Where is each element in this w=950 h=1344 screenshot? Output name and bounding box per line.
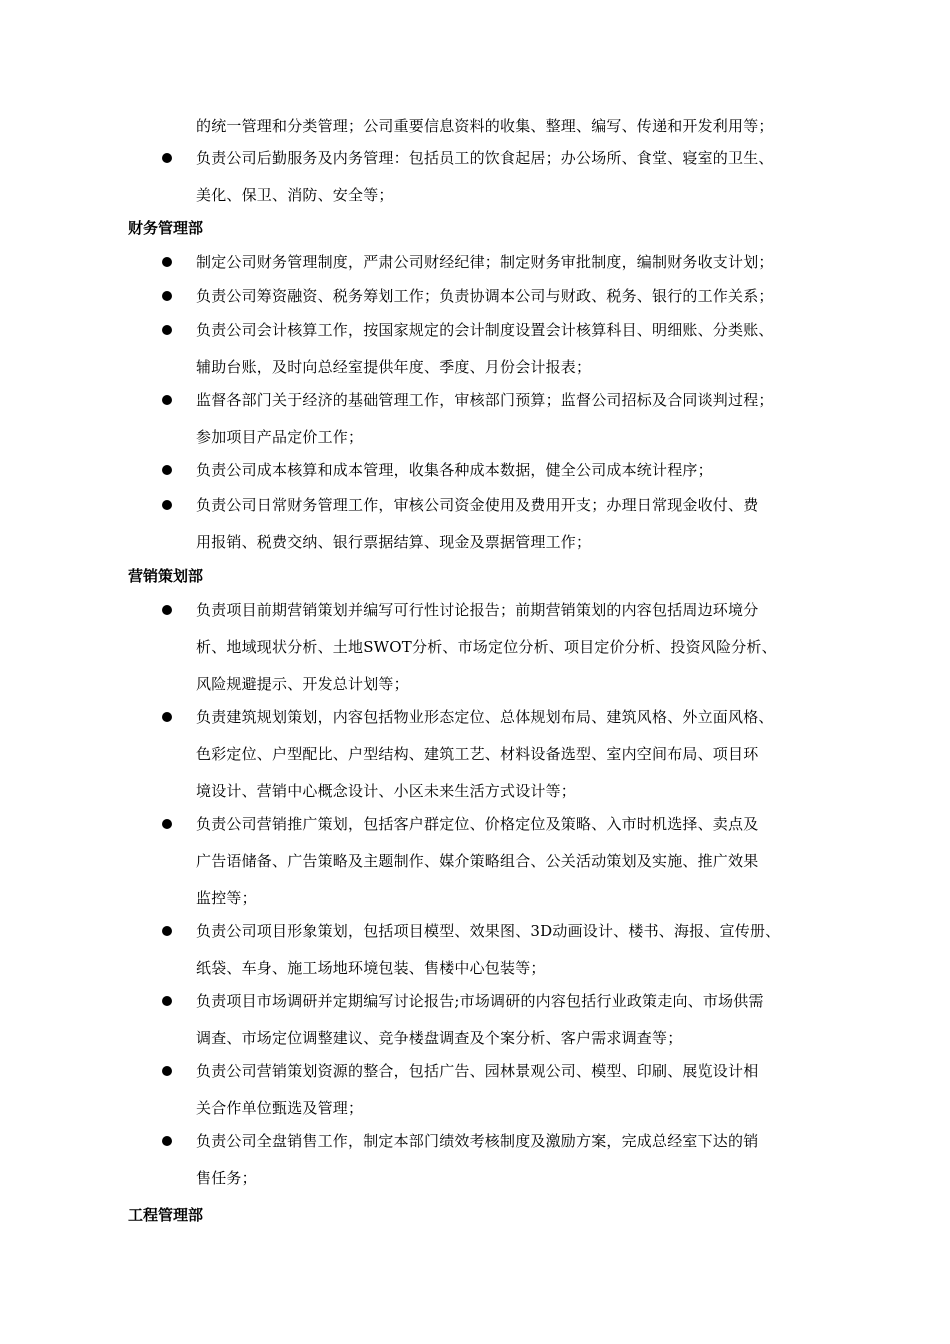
list-item-line: 负责公司筹资融资、税务筹划工作；负责协调本公司与财政、税务、银行的工作关系； [196, 287, 774, 305]
list-item-line: 负责公司后勤服务及内务管理：包括员工的饮食起居；办公场所、食堂、寝室的卫生、 [196, 149, 774, 167]
list-item-line: 析、地域现状分析、土地SWOT分析、市场定位分析、项目定价分析、投资风险分析、 [196, 638, 777, 656]
list-item-line: 售任务； [196, 1169, 257, 1187]
continuation-line: 的统一管理和分类管理；公司重要信息资料的收集、整理、编写、传递和开发利用等； [196, 117, 774, 135]
list-item-line: 负责项目市场调研并定期编写讨论报告;市场调研的内容包括行业政策走向、市场供需 [196, 992, 764, 1010]
list-item-line: 风险规避提示、开发总计划等； [196, 675, 409, 693]
list-item-line: 负责公司营销推广策划，包括客户群定位、价格定位及策略、入市时机选择、卖点及 [196, 815, 759, 833]
list-item-line: 用报销、税费交纳、银行票据结算、现金及票据管理工作； [196, 533, 592, 551]
bullet-icon [162, 465, 172, 475]
bullet-icon [162, 1066, 172, 1076]
bullet-icon [162, 395, 172, 405]
bullet-icon [162, 1136, 172, 1146]
bullet-icon [162, 996, 172, 1006]
list-item-line: 监督各部门关于经济的基础管理工作，审核部门预算；监督公司招标及合同谈判过程； [196, 391, 774, 409]
list-item-line: 美化、保卫、消防、安全等； [196, 186, 394, 204]
list-item-line: 辅助台账，及时向总经室提供年度、季度、月份会计报表； [196, 358, 592, 376]
bullet-icon [162, 605, 172, 615]
list-item-line: 境设计、营销中心概念设计、小区未来生活方式设计等； [196, 782, 577, 800]
list-item-line: 广告语储备、广告策略及主题制作、媒介策略组合、公关活动策划及实施、推广效果 [196, 852, 759, 870]
section-heading-engineering: 工程管理部 [128, 1206, 204, 1224]
list-item-line: 制定公司财务管理制度，严肃公司财经纪律；制定财务审批制度，编制财务收支计划； [196, 253, 774, 271]
list-item-line: 监控等； [196, 889, 257, 907]
list-item-line: 负责建筑规划策划，内容包括物业形态定位、总体规划布局、建筑风格、外立面风格、 [196, 708, 774, 726]
list-item-line: 纸袋、车身、施工场地环境包装、售楼中心包装等； [196, 959, 546, 977]
list-item-line: 参加项目产品定价工作； [196, 428, 364, 446]
section-heading-finance: 财务管理部 [128, 219, 204, 237]
list-item-line: 负责公司成本核算和成本管理，收集各种成本数据，健全公司成本统计程序； [196, 461, 713, 479]
list-item-line: 负责公司日常财务管理工作，审核公司资金使用及费用开支；办理日常现金收付、费 [196, 496, 759, 514]
list-item-line: 色彩定位、户型配比、户型结构、建筑工艺、材料设备选型、室内空间布局、项目环 [196, 745, 759, 763]
bullet-icon [162, 819, 172, 829]
bullet-icon [162, 500, 172, 510]
list-item-line: 关合作单位甄选及管理； [196, 1099, 364, 1117]
bullet-icon [162, 291, 172, 301]
list-item-line: 负责公司会计核算工作，按国家规定的会计制度设置会计核算科目、明细账、分类账、 [196, 321, 774, 339]
bullet-icon [162, 325, 172, 335]
section-heading-marketing: 营销策划部 [128, 567, 204, 585]
list-item-line: 调查、市场定位调整建议、竞争楼盘调查及个案分析、客户需求调查等； [196, 1029, 683, 1047]
bullet-icon [162, 712, 172, 722]
list-item-line: 负责公司全盘销售工作，制定本部门绩效考核制度及激励方案，完成总经室下达的销 [196, 1132, 759, 1150]
list-item-line: 负责公司营销策划资源的整合，包括广告、园林景观公司、模型、印刷、展览设计相 [196, 1062, 759, 1080]
bullet-icon [162, 153, 172, 163]
bullet-icon [162, 926, 172, 936]
list-item-line: 负责项目前期营销策划并编写可行性讨论报告；前期营销策划的内容包括周边环境分 [196, 601, 759, 619]
bullet-icon [162, 257, 172, 267]
list-item-line: 负责公司项目形象策划，包括项目模型、效果图、3D动画设计、楼书、海报、宣传册、 [196, 922, 781, 940]
